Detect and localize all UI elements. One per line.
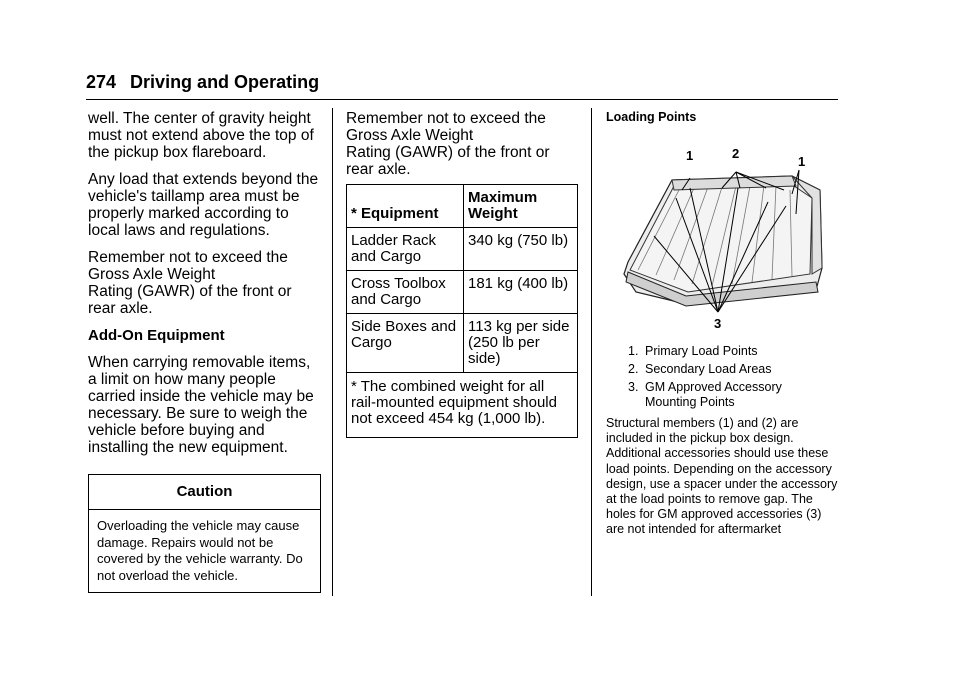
table-header-row [347, 185, 578, 228]
gawr-line: Rating (GAWR) of the front or [346, 144, 550, 161]
paragraph-taillamp: Any load that extends beyond the vehicle's taillamp area must be properly marked according to local laws and regulations. [88, 171, 319, 239]
legend-number: 2. [628, 362, 639, 376]
gawr-line: rear axle. [346, 161, 411, 178]
table-cell: Cross Toolbox and Cargo [347, 271, 464, 314]
gawr-line: Rating (GAWR) of the front or [88, 283, 292, 300]
table-cell: Side Boxes and Cargo [347, 314, 464, 373]
gawr-line: Gross Axle Weight [88, 266, 216, 283]
caution-box [88, 474, 321, 593]
caution-title: Caution [89, 475, 320, 510]
legend-text: GM Approved Accessory [645, 380, 782, 394]
gawr-line: rear axle. [88, 300, 153, 317]
page-header [86, 72, 319, 93]
legend-text: Secondary Load Areas [645, 362, 772, 376]
legend-item [628, 344, 782, 359]
paragraph-structural-members: Structural members (1) and (2) are included in the pickup box design. Additional accessories should use these load points. Depending on the accessory design, use a spacer under the accessory at the load points to remove gap. The holes for GM approved accessories (3) are not intended for aftermarket [606, 416, 838, 537]
table-row [347, 271, 578, 314]
table-cell: Ladder Rack and Cargo [347, 228, 464, 271]
legend-number: 3. [628, 380, 639, 394]
table-cell: 181 kg (400 lb) [464, 271, 578, 314]
caution-body: Overloading the vehicle may cause damage. Repairs would not be covered by the vehicle warranty. Do not overload the vehicle. [97, 518, 303, 583]
pickup-box-illustration [616, 142, 836, 334]
table-footnote-row [347, 373, 578, 438]
paragraph-add-on: When carrying removable items, a limit on how many people carried inside the vehicle may be necessary. Be sure to weigh the vehicle before buying and installing the new equipment. [88, 354, 314, 456]
column-3 [606, 110, 842, 124]
header-equipment: * Equipment [347, 185, 464, 228]
gawr-line: Remember not to exceed the [346, 110, 546, 127]
legend-item [628, 380, 782, 410]
legend-number: 1. [628, 344, 639, 358]
gawr-line: Remember not to exceed the [88, 249, 288, 266]
callout-1-right: 1 [798, 154, 806, 169]
callout-3: 3 [714, 316, 722, 331]
paragraph-center-of-gravity: well. The center of gravity height must not extend above the top of the pickup box flareboard. [88, 110, 314, 161]
header-rule [86, 99, 838, 100]
table-row [347, 314, 578, 373]
column-1 [88, 110, 320, 593]
legend-item [628, 362, 782, 377]
header-maximum-weight: Maximum Weight [464, 185, 578, 228]
table-row [347, 228, 578, 271]
column-divider-right [591, 108, 592, 596]
paragraph-gawr [88, 249, 320, 317]
table-cell: 340 kg (750 lb) [464, 228, 578, 271]
figure-legend [628, 344, 782, 413]
table-footnote: * The combined weight for all rail-mounted equipment should not exceed 454 kg (1,000 lb). [347, 373, 578, 438]
equipment-weight-table [346, 184, 578, 438]
callout-2: 2 [732, 146, 740, 161]
section-title: Driving and Operating [130, 72, 320, 92]
subheading-add-on-equipment: Add-On Equipment [88, 327, 225, 344]
table-cell: 113 kg per side (250 lb per side) [464, 314, 578, 373]
figure-title: Loading Points [606, 110, 697, 124]
callout-1-left: 1 [686, 148, 694, 163]
legend-text-continued: Mounting Points [645, 395, 735, 409]
legend-text: Primary Load Points [645, 344, 758, 358]
page-number: 274 [86, 72, 117, 92]
gawr-line: Gross Axle Weight [346, 127, 474, 144]
paragraph-gawr-2 [346, 110, 582, 178]
column-2 [346, 110, 582, 438]
column-divider-left [332, 108, 333, 596]
